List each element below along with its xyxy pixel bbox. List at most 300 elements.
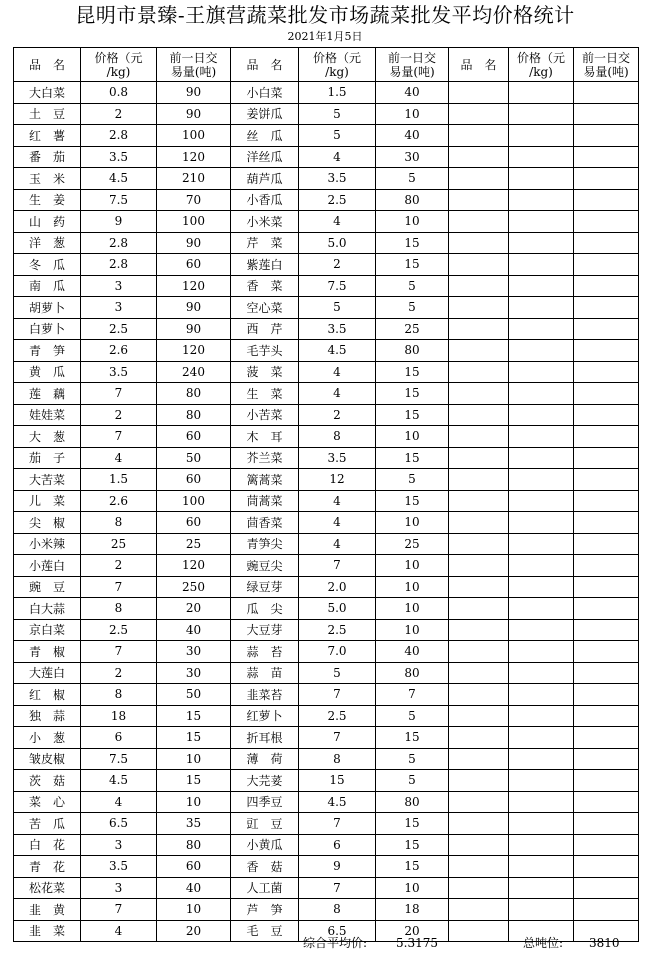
avg-price-value: 5.3175 — [396, 936, 438, 950]
price-cell: 2.6 — [81, 490, 157, 512]
vegetable-name: 豇 豆 — [231, 813, 299, 835]
empty-cell — [574, 770, 639, 792]
empty-cell — [449, 641, 509, 663]
price-cell: 4 — [299, 361, 376, 383]
price-cell: 1.5 — [81, 469, 157, 491]
volume-cell: 10 — [376, 512, 449, 534]
volume-cell: 50 — [157, 684, 231, 706]
empty-cell — [574, 168, 639, 190]
volume-cell: 5 — [376, 168, 449, 190]
empty-cell — [574, 662, 639, 684]
price-cell: 4 — [299, 383, 376, 405]
volume-cell: 15 — [376, 834, 449, 856]
vegetable-name: 芥兰菜 — [231, 447, 299, 469]
empty-cell — [509, 899, 574, 921]
empty-cell — [574, 791, 639, 813]
price-table — [13, 47, 639, 942]
volume-cell: 15 — [376, 232, 449, 254]
vegetable-name: 胡萝卜 — [14, 297, 81, 319]
empty-cell — [574, 877, 639, 899]
table-row — [14, 684, 639, 706]
empty-cell — [574, 555, 639, 577]
empty-cell — [449, 146, 509, 168]
volume-cell: 90 — [157, 297, 231, 319]
table-row — [14, 447, 639, 469]
volume-cell: 80 — [157, 383, 231, 405]
empty-cell — [509, 275, 574, 297]
volume-cell: 80 — [376, 340, 449, 362]
vegetable-name: 京白菜 — [14, 619, 81, 641]
empty-cell — [509, 834, 574, 856]
vegetable-name: 小黄瓜 — [231, 834, 299, 856]
table-row — [14, 383, 639, 405]
empty-cell — [574, 254, 639, 276]
empty-cell — [574, 297, 639, 319]
price-cell: 3.5 — [299, 318, 376, 340]
volume-cell: 15 — [376, 361, 449, 383]
table-row — [14, 318, 639, 340]
price-cell: 2.5 — [81, 619, 157, 641]
vegetable-name: 豌 豆 — [14, 576, 81, 598]
table-row — [14, 899, 639, 921]
volume-cell: 20 — [157, 598, 231, 620]
vegetable-name: 瓜 尖 — [231, 598, 299, 620]
vegetable-name: 大 葱 — [14, 426, 81, 448]
volume-cell: 80 — [157, 404, 231, 426]
vegetable-name: 蒜 苗 — [231, 662, 299, 684]
price-cell: 7.5 — [81, 189, 157, 211]
header-volume: 前一日交 易量(吨) — [574, 48, 639, 82]
table-row — [14, 748, 639, 770]
empty-cell — [449, 920, 509, 942]
price-cell: 3.5 — [299, 447, 376, 469]
empty-cell — [449, 619, 509, 641]
price-cell: 2.8 — [81, 232, 157, 254]
vegetable-name: 大莲白 — [14, 662, 81, 684]
empty-cell — [574, 275, 639, 297]
empty-cell — [509, 791, 574, 813]
empty-cell — [509, 340, 574, 362]
volume-cell: 210 — [157, 168, 231, 190]
vegetable-name: 芹 菜 — [231, 232, 299, 254]
volume-cell: 30 — [157, 641, 231, 663]
empty-cell — [449, 598, 509, 620]
volume-cell: 90 — [157, 232, 231, 254]
price-cell: 7 — [81, 426, 157, 448]
price-cell: 3.5 — [81, 146, 157, 168]
empty-cell — [509, 877, 574, 899]
price-cell: 2.5 — [299, 619, 376, 641]
vegetable-name: 小香瓜 — [231, 189, 299, 211]
volume-cell: 15 — [157, 770, 231, 792]
vegetable-name: 木 耳 — [231, 426, 299, 448]
empty-cell — [509, 490, 574, 512]
empty-cell — [509, 555, 574, 577]
volume-cell: 10 — [376, 619, 449, 641]
vegetable-name: 韭 黄 — [14, 899, 81, 921]
empty-cell — [449, 340, 509, 362]
header-name: 品 名 — [14, 48, 81, 82]
vegetable-name: 冬 瓜 — [14, 254, 81, 276]
empty-cell — [574, 899, 639, 921]
vegetable-name: 莲 藕 — [14, 383, 81, 405]
empty-cell — [509, 512, 574, 534]
empty-cell — [574, 82, 639, 104]
empty-cell — [509, 125, 574, 147]
vegetable-name: 红萝卜 — [231, 705, 299, 727]
report-date: 2021年1月5日 — [287, 30, 363, 43]
volume-cell: 10 — [376, 211, 449, 233]
empty-cell — [449, 361, 509, 383]
table-row — [14, 598, 639, 620]
vegetable-name: 洋丝瓜 — [231, 146, 299, 168]
price-cell: 2.5 — [81, 318, 157, 340]
header-name: 品 名 — [449, 48, 509, 82]
empty-cell — [509, 297, 574, 319]
empty-cell — [449, 834, 509, 856]
empty-cell — [509, 146, 574, 168]
header-price: 价格（元 /kg) — [81, 48, 157, 82]
vegetable-name: 儿 菜 — [14, 490, 81, 512]
volume-cell: 100 — [157, 211, 231, 233]
vegetable-name: 苦 瓜 — [14, 813, 81, 835]
vegetable-name: 白大蒜 — [14, 598, 81, 620]
empty-cell — [509, 82, 574, 104]
table-row — [14, 361, 639, 383]
empty-cell — [449, 232, 509, 254]
vegetable-name: 丝 瓜 — [231, 125, 299, 147]
empty-cell — [574, 576, 639, 598]
empty-cell — [509, 404, 574, 426]
empty-cell — [509, 598, 574, 620]
empty-cell — [574, 146, 639, 168]
volume-cell: 5 — [376, 770, 449, 792]
volume-cell: 90 — [157, 82, 231, 104]
vegetable-name: 香 菜 — [231, 275, 299, 297]
vegetable-name: 小米辣 — [14, 533, 81, 555]
vegetable-name: 蒜 苔 — [231, 641, 299, 663]
table-row — [14, 125, 639, 147]
price-cell: 3 — [81, 297, 157, 319]
price-cell: 4 — [299, 146, 376, 168]
vegetable-name: 四季豆 — [231, 791, 299, 813]
vegetable-name: 韭菜苔 — [231, 684, 299, 706]
volume-cell: 15 — [376, 447, 449, 469]
empty-cell — [574, 361, 639, 383]
table-row — [14, 619, 639, 641]
price-cell: 1.5 — [299, 82, 376, 104]
vegetable-name: 玉 米 — [14, 168, 81, 190]
price-cell: 2 — [81, 662, 157, 684]
empty-cell — [574, 490, 639, 512]
price-cell: 3 — [81, 877, 157, 899]
price-cell: 2 — [81, 555, 157, 577]
volume-cell: 15 — [376, 727, 449, 749]
price-cell: 8 — [81, 512, 157, 534]
total-tonnage-value: 3810 — [589, 936, 620, 950]
empty-cell — [574, 641, 639, 663]
table-row — [14, 877, 639, 899]
empty-cell — [449, 125, 509, 147]
price-cell: 7 — [299, 555, 376, 577]
vegetable-name: 姜饼瓜 — [231, 103, 299, 125]
empty-cell — [449, 856, 509, 878]
empty-cell — [509, 641, 574, 663]
total-tonnage-label: 总吨位: — [523, 936, 564, 950]
vegetable-name: 小苦菜 — [231, 404, 299, 426]
table-row — [14, 576, 639, 598]
vegetable-name: 大芫荽 — [231, 770, 299, 792]
empty-cell — [574, 318, 639, 340]
price-cell: 6.5 — [81, 813, 157, 835]
price-cell: 4 — [81, 791, 157, 813]
header-volume: 前一日交 易量(吨) — [376, 48, 449, 82]
vegetable-name: 篱蒿菜 — [231, 469, 299, 491]
price-cell: 2.0 — [299, 576, 376, 598]
price-cell: 2.8 — [81, 254, 157, 276]
price-cell: 5.0 — [299, 232, 376, 254]
table-row — [14, 490, 639, 512]
table-row — [14, 103, 639, 125]
vegetable-name: 西 芹 — [231, 318, 299, 340]
empty-cell — [509, 168, 574, 190]
empty-cell — [449, 275, 509, 297]
price-cell: 8 — [299, 748, 376, 770]
empty-cell — [574, 404, 639, 426]
volume-cell: 50 — [157, 447, 231, 469]
header-volume: 前一日交 易量(吨) — [157, 48, 231, 82]
vegetable-name: 番 茄 — [14, 146, 81, 168]
price-cell: 4 — [299, 512, 376, 534]
vegetable-name: 芦 笋 — [231, 899, 299, 921]
empty-cell — [509, 727, 574, 749]
price-cell: 3 — [81, 834, 157, 856]
vegetable-name: 尖 椒 — [14, 512, 81, 534]
volume-cell: 80 — [376, 189, 449, 211]
table-row — [14, 211, 639, 233]
price-cell: 7 — [299, 727, 376, 749]
vegetable-name: 大白菜 — [14, 82, 81, 104]
price-cell: 6 — [299, 834, 376, 856]
table-row — [14, 662, 639, 684]
vegetable-name: 韭 菜 — [14, 920, 81, 942]
table-row — [14, 426, 639, 448]
empty-cell — [449, 254, 509, 276]
price-cell: 5 — [299, 103, 376, 125]
vegetable-name: 青 椒 — [14, 641, 81, 663]
volume-cell: 80 — [376, 662, 449, 684]
volume-cell: 7 — [376, 684, 449, 706]
price-cell: 4 — [81, 447, 157, 469]
volume-cell: 120 — [157, 146, 231, 168]
volume-cell: 90 — [157, 103, 231, 125]
vegetable-name: 青 笋 — [14, 340, 81, 362]
price-cell: 18 — [81, 705, 157, 727]
price-cell: 3.5 — [299, 168, 376, 190]
volume-cell: 40 — [157, 619, 231, 641]
price-cell: 25 — [81, 533, 157, 555]
price-cell: 4 — [81, 920, 157, 942]
empty-cell — [449, 533, 509, 555]
price-cell: 8 — [299, 899, 376, 921]
volume-cell: 240 — [157, 361, 231, 383]
volume-cell: 18 — [376, 899, 449, 921]
volume-cell: 15 — [376, 383, 449, 405]
empty-cell — [509, 383, 574, 405]
table-row — [14, 641, 639, 663]
price-cell: 3.5 — [81, 856, 157, 878]
volume-cell: 15 — [376, 404, 449, 426]
vegetable-name: 茨 菇 — [14, 770, 81, 792]
vegetable-name: 折耳根 — [231, 727, 299, 749]
table-row — [14, 168, 639, 190]
volume-cell: 40 — [376, 641, 449, 663]
vegetable-name: 山 药 — [14, 211, 81, 233]
volume-cell: 35 — [157, 813, 231, 835]
vegetable-name: 人工菌 — [231, 877, 299, 899]
empty-cell — [509, 426, 574, 448]
vegetable-name: 小白菜 — [231, 82, 299, 104]
volume-cell: 20 — [376, 920, 449, 942]
volume-cell: 120 — [157, 340, 231, 362]
empty-cell — [449, 576, 509, 598]
empty-cell — [574, 856, 639, 878]
price-cell: 2.5 — [299, 705, 376, 727]
vegetable-name: 生 菜 — [231, 383, 299, 405]
price-cell: 2 — [81, 103, 157, 125]
volume-cell: 10 — [157, 899, 231, 921]
price-cell: 2 — [299, 254, 376, 276]
table-row — [14, 791, 639, 813]
empty-cell — [449, 490, 509, 512]
empty-cell — [509, 705, 574, 727]
empty-cell — [574, 727, 639, 749]
vegetable-name: 白 花 — [14, 834, 81, 856]
empty-cell — [509, 576, 574, 598]
vegetable-name: 松花菜 — [14, 877, 81, 899]
table-row — [14, 770, 639, 792]
price-cell: 7 — [299, 877, 376, 899]
empty-cell — [449, 662, 509, 684]
empty-cell — [449, 82, 509, 104]
volume-cell: 100 — [157, 490, 231, 512]
vegetable-name: 毛 豆 — [231, 920, 299, 942]
price-cell: 4.5 — [299, 791, 376, 813]
price-cell: 4.5 — [81, 770, 157, 792]
price-cell: 9 — [299, 856, 376, 878]
volume-cell: 10 — [376, 555, 449, 577]
price-cell: 6.5 — [299, 920, 376, 942]
empty-cell — [449, 770, 509, 792]
vegetable-name: 洋 葱 — [14, 232, 81, 254]
empty-cell — [509, 469, 574, 491]
empty-cell — [509, 318, 574, 340]
vegetable-name: 白萝卜 — [14, 318, 81, 340]
volume-cell: 15 — [376, 254, 449, 276]
vegetable-name: 青 花 — [14, 856, 81, 878]
table-row — [14, 469, 639, 491]
price-cell: 7 — [81, 576, 157, 598]
price-cell: 7 — [299, 813, 376, 835]
table-row — [14, 297, 639, 319]
price-cell: 12 — [299, 469, 376, 491]
empty-cell — [509, 533, 574, 555]
table-row — [14, 813, 639, 835]
table-row — [14, 275, 639, 297]
price-cell: 4 — [299, 533, 376, 555]
vegetable-name: 红 薯 — [14, 125, 81, 147]
vegetable-name: 茴香菜 — [231, 512, 299, 534]
vegetable-name: 菠 菜 — [231, 361, 299, 383]
price-cell: 7 — [81, 899, 157, 921]
empty-cell — [449, 469, 509, 491]
vegetable-name: 南 瓜 — [14, 275, 81, 297]
volume-cell: 5 — [376, 297, 449, 319]
volume-cell: 250 — [157, 576, 231, 598]
table-row — [14, 232, 639, 254]
price-cell: 8 — [81, 684, 157, 706]
price-cell: 9 — [81, 211, 157, 233]
vegetable-name: 独 蒜 — [14, 705, 81, 727]
empty-cell — [509, 748, 574, 770]
empty-cell — [574, 211, 639, 233]
empty-cell — [449, 447, 509, 469]
price-cell: 2 — [299, 404, 376, 426]
volume-cell: 60 — [157, 426, 231, 448]
empty-cell — [574, 813, 639, 835]
vegetable-name: 青笋尖 — [231, 533, 299, 555]
empty-cell — [449, 318, 509, 340]
empty-cell — [509, 856, 574, 878]
price-cell: 2.8 — [81, 125, 157, 147]
vegetable-name: 茼蒿菜 — [231, 490, 299, 512]
empty-cell — [509, 361, 574, 383]
empty-cell — [449, 512, 509, 534]
price-cell: 7.0 — [299, 641, 376, 663]
table-row — [14, 834, 639, 856]
volume-cell: 40 — [376, 125, 449, 147]
vegetable-name: 空心菜 — [231, 297, 299, 319]
empty-cell — [449, 748, 509, 770]
avg-price-label: 综合平均价: — [303, 936, 368, 950]
table-row — [14, 727, 639, 749]
empty-cell — [509, 447, 574, 469]
vegetable-name: 小 葱 — [14, 727, 81, 749]
vegetable-name: 薄 荷 — [231, 748, 299, 770]
volume-cell: 15 — [376, 856, 449, 878]
volume-cell: 15 — [376, 813, 449, 835]
empty-cell — [574, 125, 639, 147]
table-row — [14, 705, 639, 727]
vegetable-name: 皱皮椒 — [14, 748, 81, 770]
empty-cell — [449, 211, 509, 233]
price-cell: 4.5 — [299, 340, 376, 362]
volume-cell: 60 — [157, 254, 231, 276]
volume-cell: 15 — [376, 490, 449, 512]
empty-cell — [449, 727, 509, 749]
empty-cell — [574, 684, 639, 706]
vegetable-name: 小米菜 — [231, 211, 299, 233]
price-cell: 7 — [81, 641, 157, 663]
volume-cell: 60 — [157, 856, 231, 878]
price-cell: 4.5 — [81, 168, 157, 190]
empty-cell — [509, 103, 574, 125]
volume-cell: 10 — [376, 103, 449, 125]
price-cell: 6 — [81, 727, 157, 749]
empty-cell — [509, 189, 574, 211]
table-row — [14, 533, 639, 555]
empty-cell — [449, 877, 509, 899]
